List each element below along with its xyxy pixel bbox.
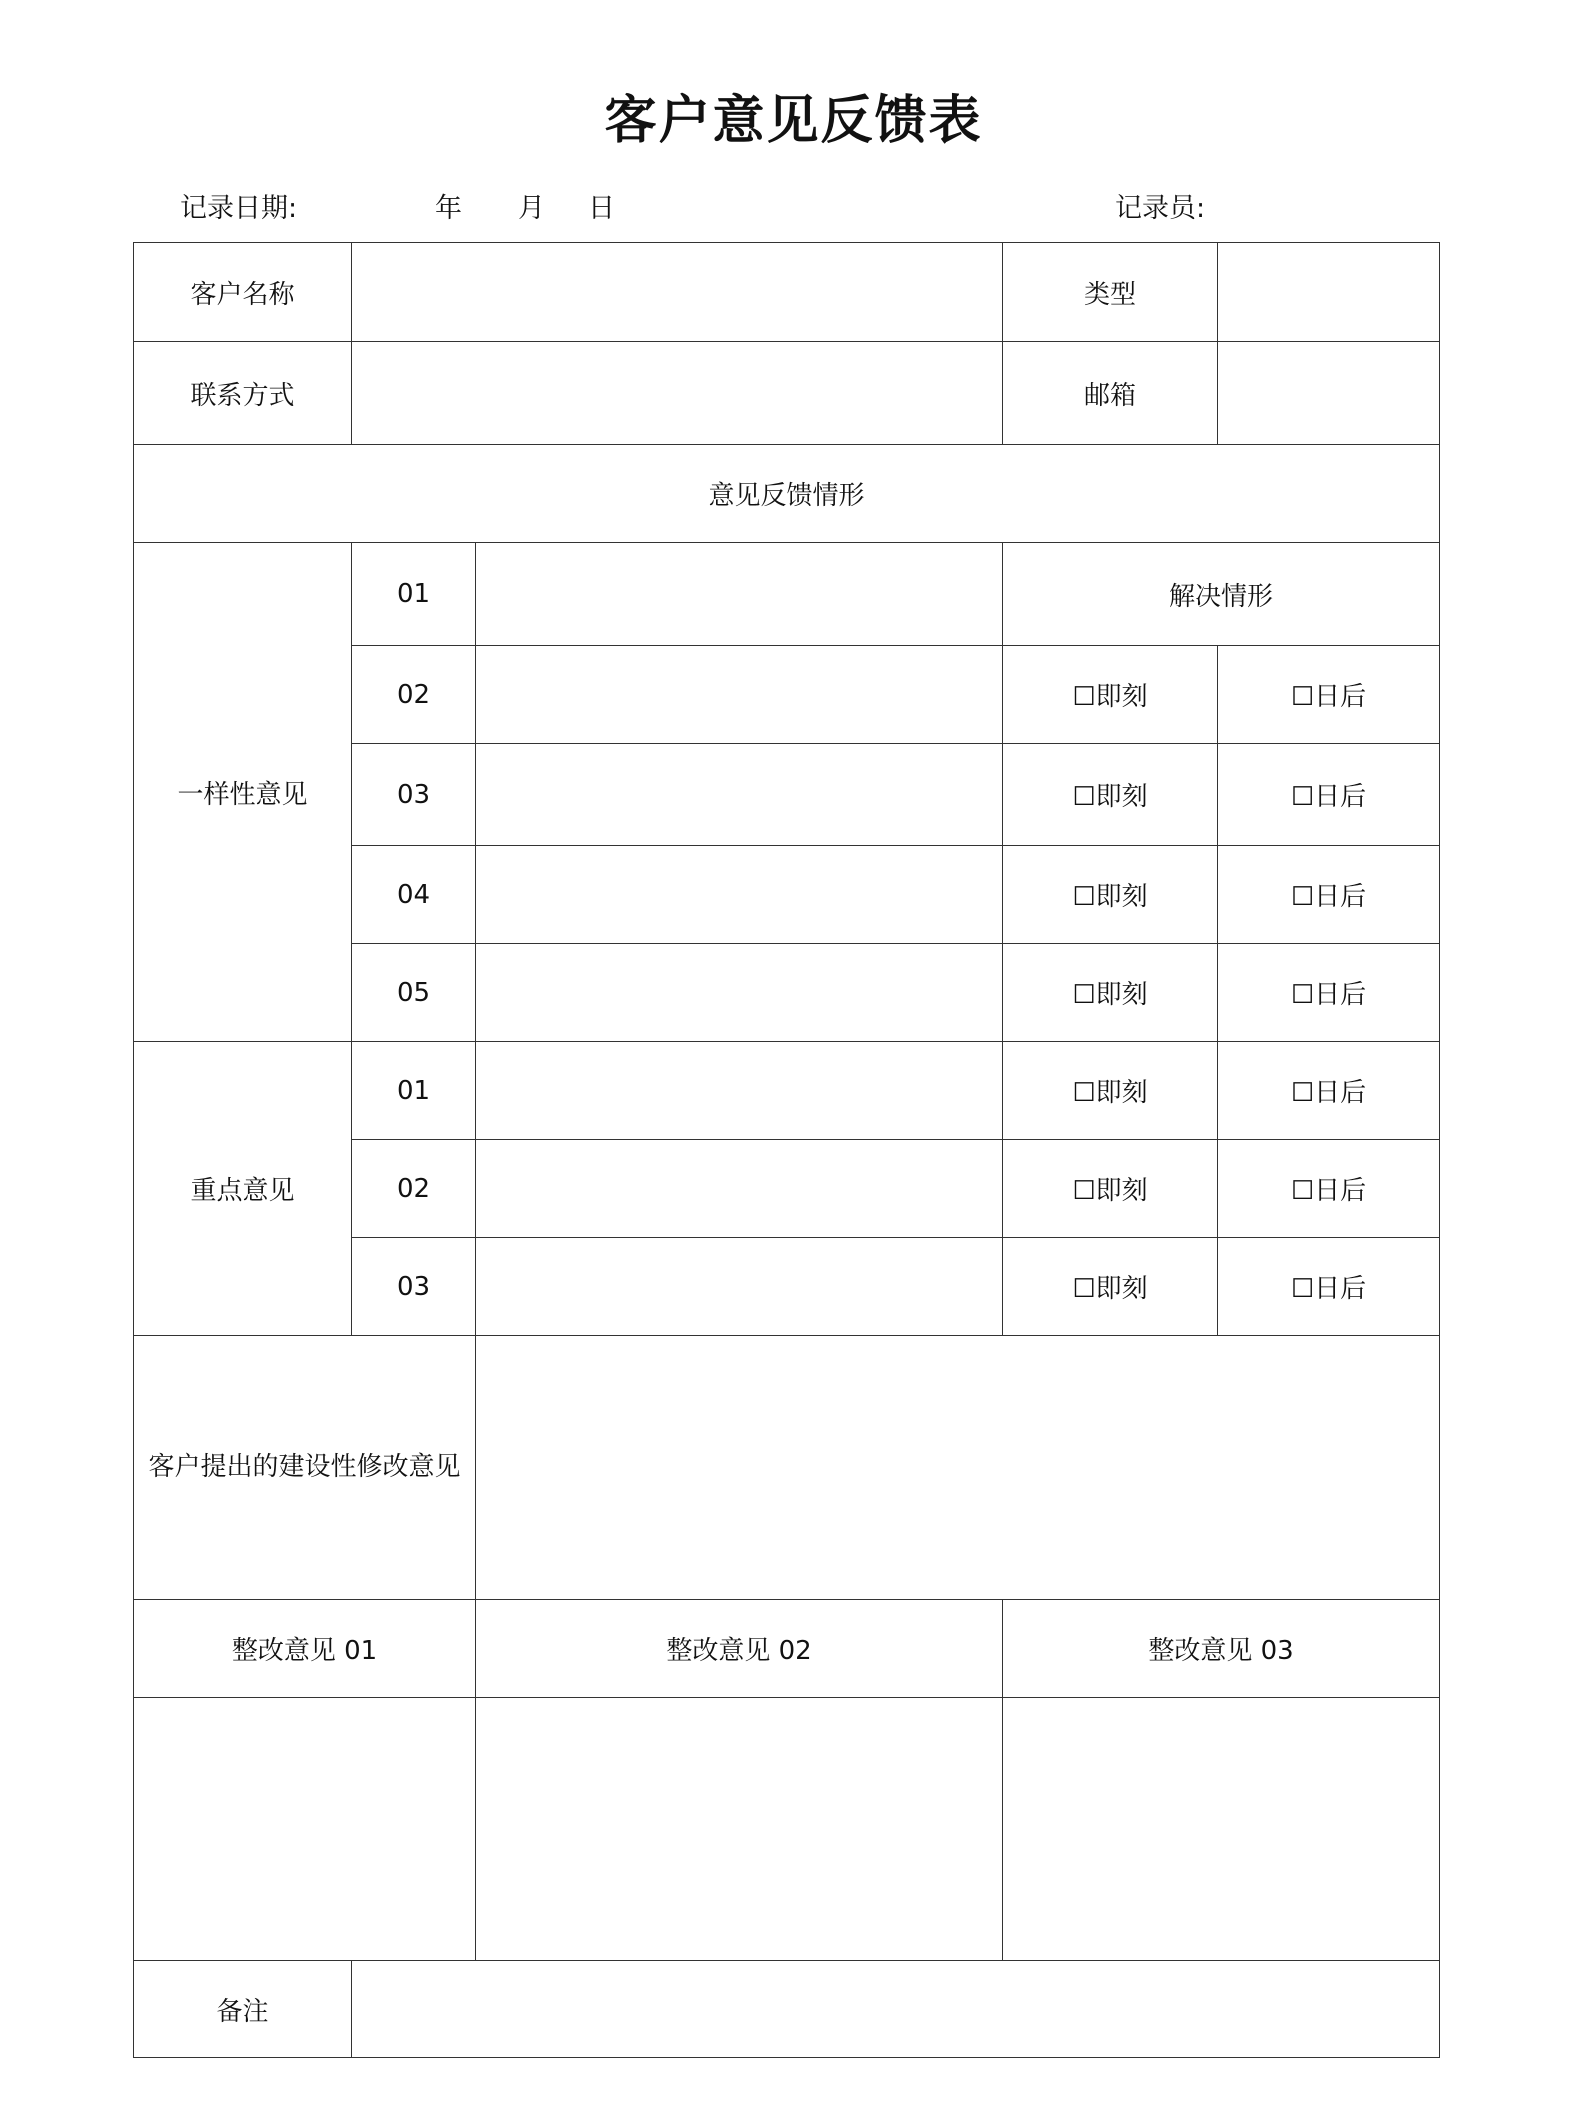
- contact-label: 联系方式: [134, 342, 352, 445]
- rectification-field-03[interactable]: [1003, 1698, 1440, 1961]
- general-row-number: 02: [352, 646, 476, 744]
- contact-row: [134, 342, 1440, 445]
- key-row-number: 03: [352, 1238, 476, 1336]
- general-opinion-label: 一样性意见: [134, 543, 352, 1042]
- key-opinion-field[interactable]: [476, 1042, 1003, 1140]
- constructive-row: [134, 1336, 1440, 1600]
- immediate-checkbox[interactable]: ☐即刻: [1003, 744, 1218, 846]
- rectification-body-row: [134, 1698, 1440, 1961]
- general-row-number: 05: [352, 944, 476, 1042]
- general-opinion-field[interactable]: [476, 543, 1003, 646]
- immediate-checkbox[interactable]: ☐即刻: [1003, 846, 1218, 944]
- immediate-checkbox[interactable]: ☐即刻: [1003, 1140, 1218, 1238]
- later-checkbox[interactable]: ☐日后: [1218, 646, 1440, 744]
- rectification-header-row: [134, 1600, 1440, 1698]
- key-opinion-label: 重点意见: [134, 1042, 352, 1336]
- general-opinion-field[interactable]: [476, 646, 1003, 744]
- key-opinion-field[interactable]: [476, 1238, 1003, 1336]
- email-label: 邮箱: [1003, 342, 1218, 445]
- year-label: 年: [435, 193, 462, 224]
- customer-name-label: 客户名称: [134, 243, 352, 342]
- rectification-field-01[interactable]: [134, 1698, 476, 1961]
- rectification-heading-01: 整改意见 01: [134, 1600, 476, 1698]
- key-row-number: 01: [352, 1042, 476, 1140]
- feedback-form-table: [133, 242, 1440, 2058]
- immediate-checkbox[interactable]: ☐即刻: [1003, 646, 1218, 744]
- later-checkbox[interactable]: ☐日后: [1218, 846, 1440, 944]
- feedback-section-row: [134, 445, 1440, 543]
- general-row-number: 01: [352, 543, 476, 646]
- contact-field[interactable]: [352, 342, 1003, 445]
- later-checkbox[interactable]: ☐日后: [1218, 1042, 1440, 1140]
- rectification-heading-02: 整改意见 02: [476, 1600, 1003, 1698]
- remarks-row: [134, 1961, 1440, 2058]
- email-field[interactable]: [1218, 342, 1440, 445]
- later-checkbox[interactable]: ☐日后: [1218, 1238, 1440, 1336]
- general-opinion-field[interactable]: [476, 744, 1003, 846]
- key-row: [134, 1042, 1440, 1140]
- form-title: 客户意见反馈表: [604, 90, 983, 151]
- key-opinion-field[interactable]: [476, 1140, 1003, 1238]
- general-row-number: 04: [352, 846, 476, 944]
- general-opinion-field[interactable]: [476, 944, 1003, 1042]
- general-opinion-field[interactable]: [476, 846, 1003, 944]
- constructive-field[interactable]: [476, 1336, 1440, 1600]
- feedback-section-heading: 意见反馈情形: [134, 445, 1440, 543]
- immediate-checkbox[interactable]: ☐即刻: [1003, 1238, 1218, 1336]
- later-checkbox[interactable]: ☐日后: [1218, 744, 1440, 846]
- type-label: 类型: [1003, 243, 1218, 342]
- general-row: [134, 543, 1440, 646]
- constructive-label: 客户提出的建设性修改意见: [134, 1336, 476, 1600]
- remarks-label: 备注: [134, 1961, 352, 2058]
- rectification-field-02[interactable]: [476, 1698, 1003, 1961]
- month-label: 月: [518, 193, 545, 224]
- later-checkbox[interactable]: ☐日后: [1218, 1140, 1440, 1238]
- resolution-heading: 解决情形: [1003, 543, 1440, 646]
- immediate-checkbox[interactable]: ☐即刻: [1003, 944, 1218, 1042]
- remarks-field[interactable]: [352, 1961, 1440, 2058]
- type-field[interactable]: [1218, 243, 1440, 342]
- later-checkbox[interactable]: ☐日后: [1218, 944, 1440, 1042]
- immediate-checkbox[interactable]: ☐即刻: [1003, 1042, 1218, 1140]
- record-date-label: 记录日期:: [180, 193, 298, 224]
- key-row-number: 02: [352, 1140, 476, 1238]
- rectification-heading-03: 整改意见 03: [1003, 1600, 1440, 1698]
- recorder-label: 记录员:: [1115, 193, 1206, 224]
- day-label: 日: [588, 193, 615, 224]
- general-row-number: 03: [352, 744, 476, 846]
- customer-name-field[interactable]: [352, 243, 1003, 342]
- customer-name-row: [134, 243, 1440, 342]
